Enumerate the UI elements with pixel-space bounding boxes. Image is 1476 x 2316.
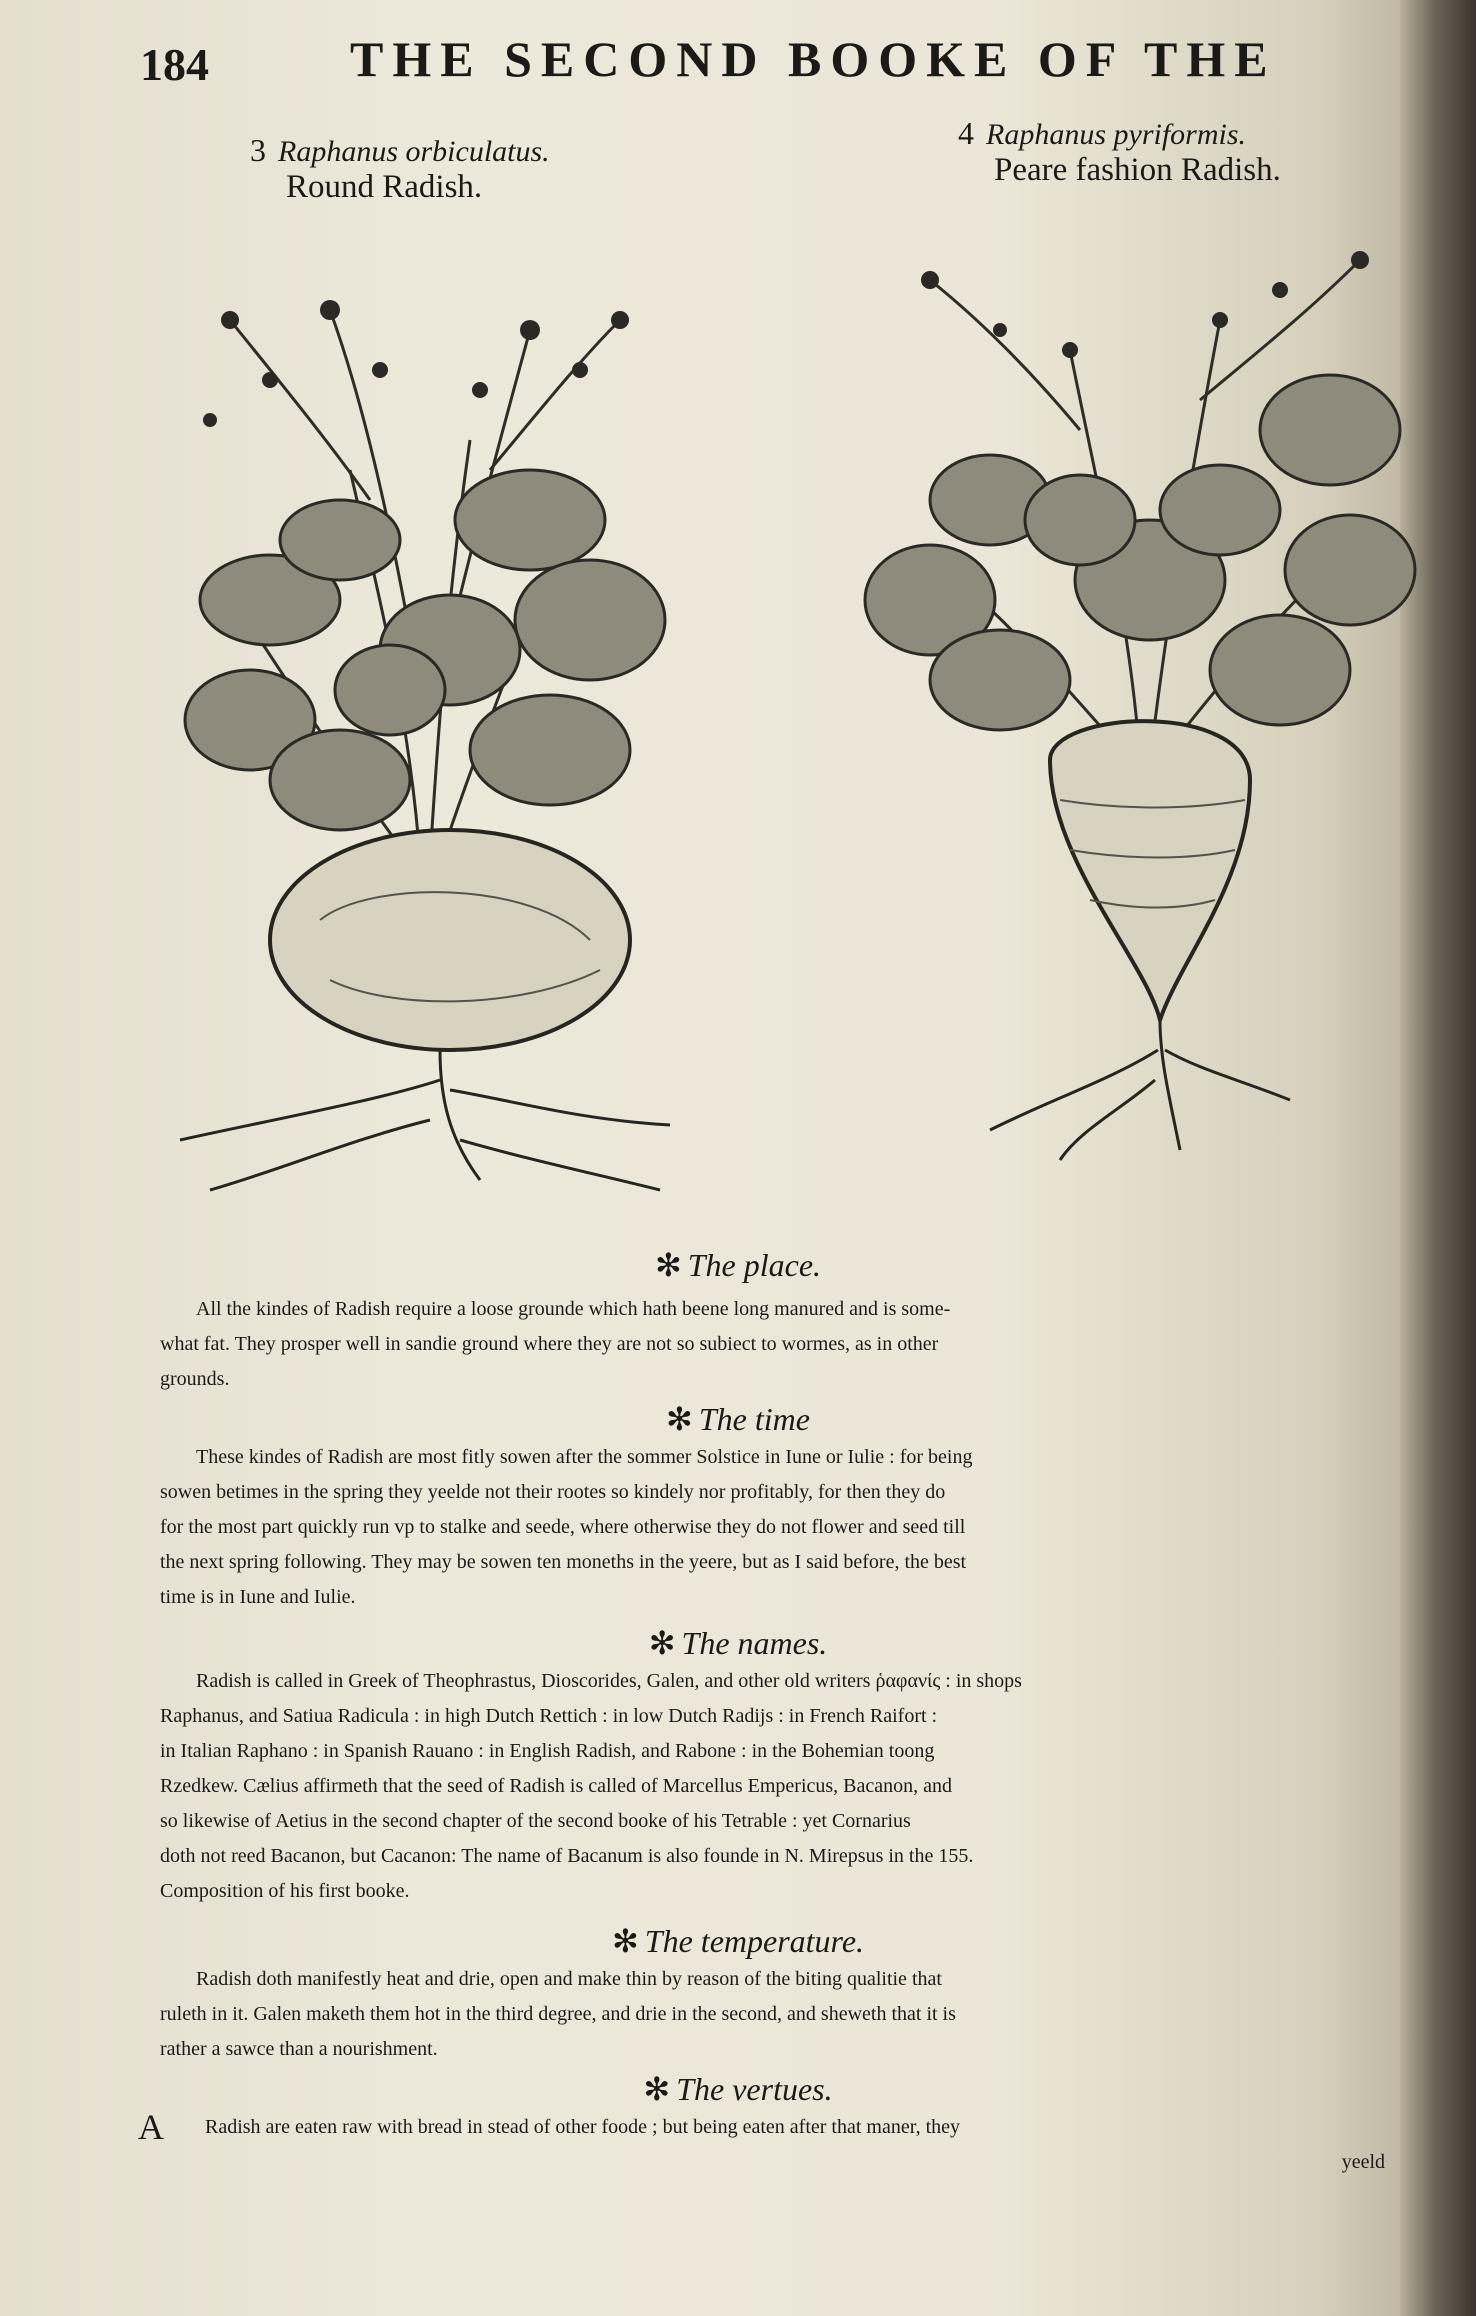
- round-radish-woodcut: [150, 220, 720, 1200]
- text-line: Radish doth manifestly heat and drie, open and make thin by reason of the biting qualitie that: [196, 1968, 942, 1990]
- asterisk-ornament-icon: ✻: [643, 2071, 671, 2107]
- text-line: grounds.: [160, 1368, 230, 1390]
- figure-number: 3: [250, 132, 266, 168]
- section-body-place: [160, 1292, 1420, 1397]
- running-title: THE SECOND BOOKE OF THE: [350, 31, 1277, 87]
- text-line: All the kindes of Radish require a loose grounde which hath beene long manured and is some-: [196, 1298, 951, 1320]
- figure-english-name: Peare fashion Radish.: [994, 152, 1281, 188]
- text-line: the next spring following. They may be sowen ten moneths in the yeere, but as I said before, the best: [160, 1551, 967, 1573]
- asterisk-ornament-icon: ✻: [648, 1625, 676, 1661]
- text-line: in Italian Raphano : in Spanish Rauano : in English Radish, and Rabone : in the Bohemian toong: [160, 1740, 935, 1762]
- text-line: doth not reed Bacanon, but Cacanon: The name of Bacanum is also founde in N. Mirepsus in the 155.: [160, 1845, 974, 1867]
- text-line: These kindes of Radish are most fitly sowen after the sommer Solstice in Iune or Iulie : for being: [196, 1446, 973, 1468]
- figure-caption-right: [958, 115, 1281, 189]
- section-heading-time: ✻ The time: [666, 1401, 810, 1437]
- section-heading-temperature: ✻ The temperature.: [611, 1923, 865, 1959]
- section-body-time: [160, 1440, 1420, 1615]
- text-line: for the most part quickly run vp to stalke and seede, where otherwise they do not flower and seed till: [160, 1516, 966, 1538]
- text-line: Radish are eaten raw with bread in stead of other foode ; but being eaten after that maner, they: [205, 2116, 961, 2138]
- section-body-names: [160, 1664, 1420, 1909]
- text-line: sowen betimes in the spring they yeelde not their rootes so kindely nor profitably, for then they do: [160, 1481, 946, 1503]
- section-heading-place: ✻ The place.: [654, 1247, 822, 1283]
- text-line: rather a sawce than a nourishment.: [160, 2038, 438, 2060]
- margin-letter-marker: A: [138, 2107, 164, 2147]
- figure-latin-name: Raphanus orbiculatus.: [278, 135, 550, 168]
- text-line: ruleth in it. Galen maketh them hot in the third degree, and drie in the second, and sheweth that it is: [160, 2003, 956, 2025]
- asterisk-ornament-icon: ✻: [666, 1401, 693, 1437]
- pear-radish-woodcut: [860, 200, 1420, 1170]
- asterisk-ornament-icon: ✻: [611, 1923, 639, 1959]
- asterisk-ornament-icon: ✻: [654, 1247, 682, 1283]
- text-line: what fat. They prosper well in sandie ground where they are not so subiect to wormes, as in other: [160, 1333, 939, 1355]
- figure-number: 4: [958, 115, 974, 151]
- text-line: Composition of his first booke.: [160, 1880, 410, 1902]
- section-body-temperature: [160, 1962, 1420, 2067]
- figure-latin-name: Raphanus pyriformis.: [986, 118, 1247, 151]
- text-line: Rzedkew. Cælius affirmeth that the seed of Radish is called of Marcellus Empericus, Bacanon, and: [160, 1775, 953, 1797]
- text-line: so likewise of Aetius in the second chapter of the second booke of his Tetrable : yet Cornarius: [160, 1810, 911, 1832]
- figure-english-name: Round Radish.: [286, 169, 483, 205]
- section-body-vertues: [205, 2110, 1415, 2180]
- text-line: Raphanus, and Satiua Radicula : in high Dutch Rettich : in low Dutch Radijs : in French Raifort :: [160, 1705, 938, 1727]
- text-line: time is in Iune and Iulie.: [160, 1586, 356, 1608]
- section-heading-vertues: ✻ The vertues.: [643, 2071, 833, 2107]
- page-number: 184: [140, 39, 209, 90]
- figure-caption-left: [250, 132, 550, 206]
- section-heading-names: ✻ The names.: [648, 1625, 828, 1661]
- catchword: yeeld: [1341, 2151, 1385, 2173]
- text-line: Radish is called in Greek of Theophrastus, Dioscorides, Galen, and other old writers ῥαφανίς : in shops: [196, 1670, 1022, 1692]
